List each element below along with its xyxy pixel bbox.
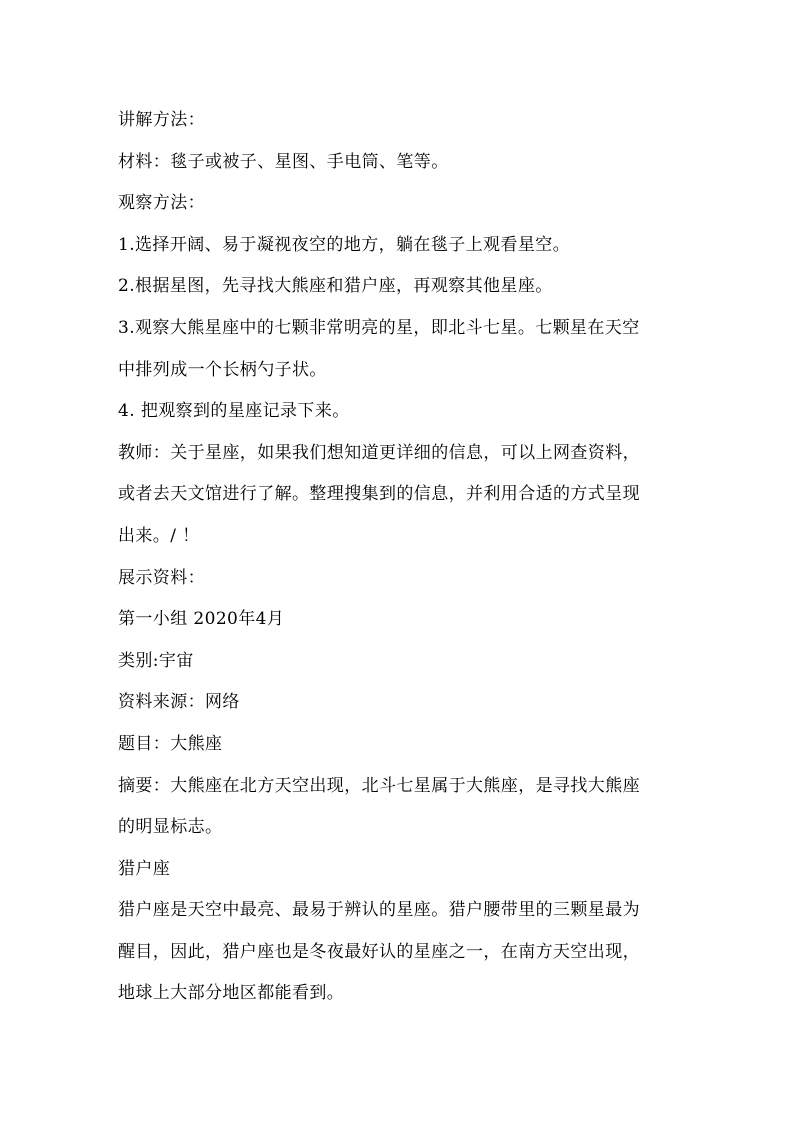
text-line: 醒目，因此，猎户座也是冬夜最好认的星座之一，在南方天空出现， (118, 941, 640, 962)
text-line: 摘要：大熊座在北方天空出现，北斗七星属于大熊座，是寻找大熊座 (118, 775, 640, 796)
text-line: 1.选择开阔、易于凝视夜空的地方，躺在毯子上观看星空。 (118, 234, 571, 255)
text-line: 猎户座 (118, 858, 171, 879)
text-line: 类别:宇宙 (118, 650, 194, 671)
text-line: 讲解方法： (118, 110, 205, 130)
text-line: 出来。/ ！ (118, 525, 200, 546)
text-line: 教师：关于星座，如果我们想知道更详细的信息，可以上网查资料， (118, 442, 640, 463)
text-line: 或者去天文馆进行了解。整理搜集到的信息，并利用合适的方式呈现 (118, 484, 640, 505)
text-line: 的明显标志。 (118, 817, 223, 838)
text-line: 展示资料： (118, 567, 205, 588)
text-line: 4. 把观察到的星座记录下来。 (118, 401, 350, 422)
text-line: 第一小组 2020年4月 (118, 609, 285, 630)
text-line: 中排列成一个长柄勺子状。 (118, 359, 327, 380)
text-line: 猎户座是天空中最亮、最易于辨认的星座。猎户腰带里的三颗星最为 (118, 900, 640, 921)
text-line: 资料来源：网络 (118, 692, 240, 713)
text-line: 观察方法： (118, 193, 205, 214)
document-body (118, 104, 688, 1019)
text-line: 材料：毯子或被子、星图、手电筒、笔等。 (118, 151, 449, 172)
text-line: 地球上大部分地区都能看到。 (118, 983, 345, 1004)
text-line: 2.根据星图，先寻找大熊座和猎户座，再观察其他星座。 (118, 276, 553, 297)
text-line: 3.观察大熊星座中的七颗非常明亮的星，即北斗七星。七颗星在天空 (118, 317, 640, 338)
text-line: 题目：大熊座 (118, 733, 223, 754)
